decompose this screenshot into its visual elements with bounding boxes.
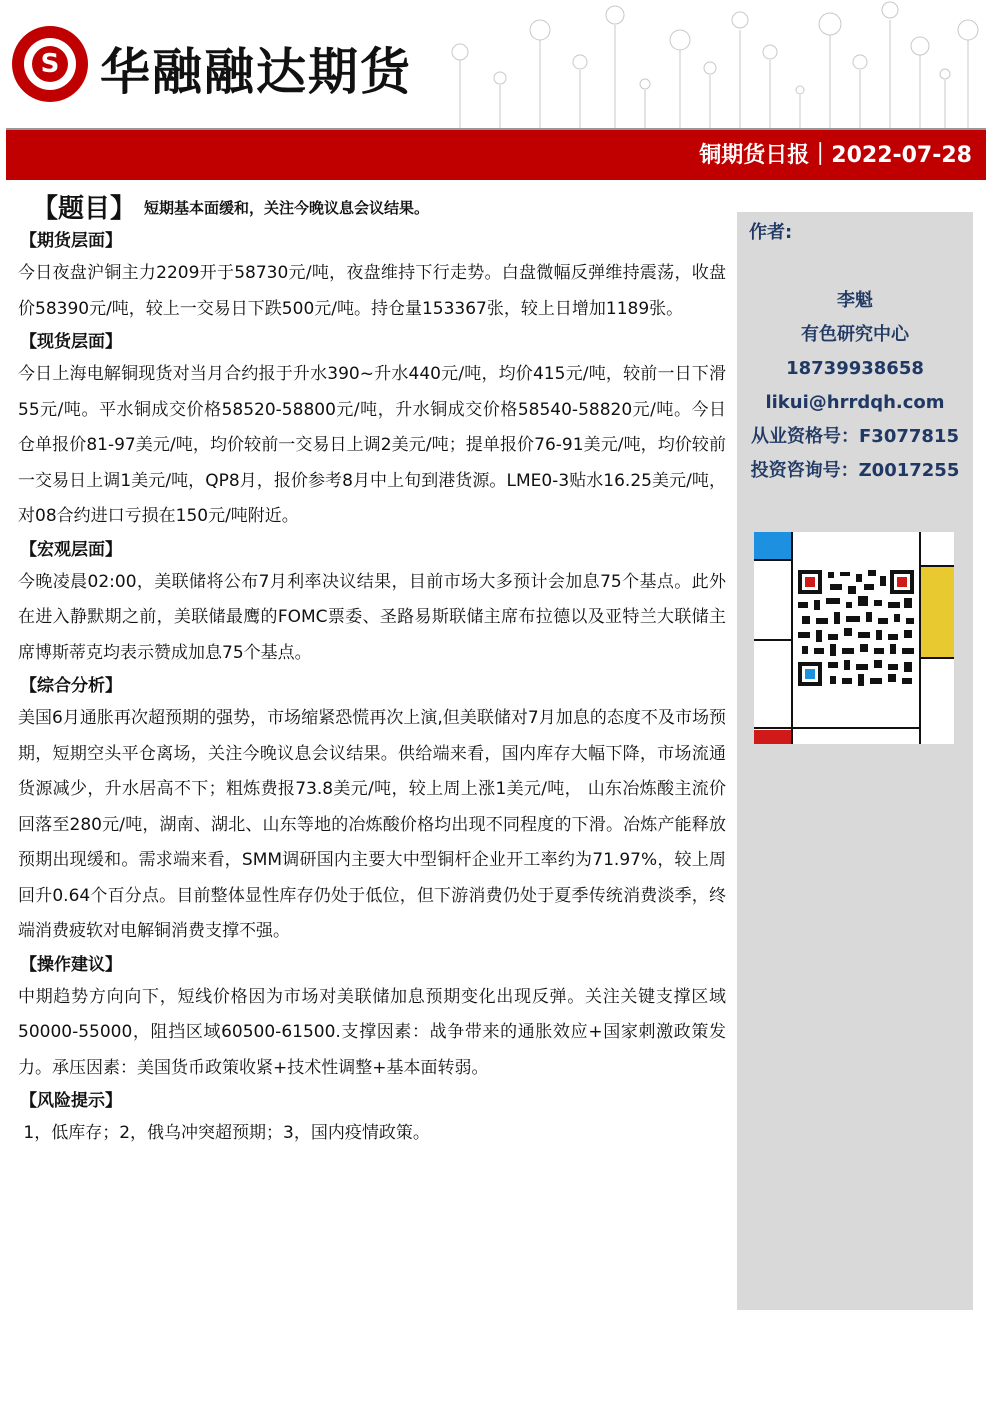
company-name: 华融融达期货 xyxy=(100,43,412,101)
section-title: 【期货层面】 xyxy=(20,231,122,251)
qr-code-icon xyxy=(754,532,954,744)
section-body: 今日夜盘沪铜主力2209开于58730元/吨，夜盘维持下行走势。白盘微幅反弹维持震荡，收盘价58390元/吨，较上一交易日下跌500元/吨。持仓量153367张，较上日增加1189张。 xyxy=(18,263,726,319)
license-number: 从业资格号：F3077815 xyxy=(751,426,959,447)
section-body: 1，低库存；2，俄乌冲突超预期；3，国内疫情政策。 xyxy=(18,1123,430,1143)
section-risk xyxy=(18,1086,726,1152)
section-spot xyxy=(18,327,726,535)
section-body: 今晚凌晨02:00，美联储将公布7月利率决议结果，目前市场大多预计会加息75个基点。此外在进入静默期之前，美联储最鹰的FOMC票委、圣路易斯联储主席布拉德以及亚特兰大联储主席博斯蒂克均表示赞成加息75个基点。 xyxy=(18,571,726,663)
section-analysis xyxy=(18,671,726,950)
logo-s-mark: S xyxy=(32,46,68,82)
section-advice xyxy=(18,950,726,1087)
author-name: 李魁 xyxy=(837,290,873,311)
headline-text: 短期基本面缓和，关注今晚议息会议结果。 xyxy=(144,199,430,217)
section-futures xyxy=(18,226,726,327)
section-title: 【综合分析】 xyxy=(20,676,122,696)
section-title: 【宏观层面】 xyxy=(20,539,122,560)
headline-label: 【题目】 xyxy=(32,193,137,224)
section-body: 美国6月通胀再次超预期的强势，市场缩紧恐慌再次上演,但美联储对7月加息的态度不及市场预期，短期空头平仓离场，关注今晚议息会议结果。供给端来看，国内库存大幅下降，市场流通货源减少，升水居高不下；粗炼费报73.8美元/吨，较上周上涨1美元/吨， 山东冶炼酸主流价回落至280元/吨，湖南、湖北、山东等地的冶炼酸价格均出现不同程度的下滑。冶炼产能释放预期出现缓和。需求端来看，SMM调研国内主要大中型铜杆企业开工率约为71.97%，较上周回升0.64个百分点。目前整体显性库存仍处于低位，但下游消费仍处于夏季传统消费淡季，终端消费疲软对电解铜消费支撑不强。 xyxy=(18,708,726,941)
report-title: 铜期货日报｜2022-07-28 xyxy=(699,143,972,168)
headline xyxy=(32,192,726,224)
section-title: 【现货层面】 xyxy=(20,332,122,352)
consult-number: 投资咨询号：Z0017255 xyxy=(750,460,960,481)
section-macro xyxy=(18,535,726,672)
author-label: 作者: xyxy=(749,222,793,243)
author-info xyxy=(737,284,973,488)
report-body xyxy=(18,192,726,1152)
author-dept: 有色研究中心 xyxy=(801,324,909,345)
author-sidebar xyxy=(737,212,973,1310)
author-email[interactable]: likui@hrrdqh.com xyxy=(765,392,945,413)
company-logo-icon xyxy=(12,26,88,102)
section-body: 今日上海电解铜现货对当月合约报于升水390~升水440元/吨，均价415元/吨，较前一日下滑55元/吨。平水铜成交价格58520-58800元/吨，升水铜成交价格58540-58820元/吨。今日仓单报价81-97美元/吨，均价较前一交易日上调2美元/吨；提单报价76-91美元/吨，均价较前一交易日上调1美元/吨，QP8月，报价参考8月中上旬到港货源。LME0-3贴水16.25美元/吨，对08合约进口亏损在150元/吨附近。 xyxy=(18,364,726,526)
report-title-bar xyxy=(6,128,986,180)
qr-code-panel xyxy=(754,532,954,744)
author-phone: 18739938658 xyxy=(786,358,924,379)
section-body: 中期趋势方向向下，短线价格因为市场对美联储加息预期变化出现反弹。关注关键支撑区域50000-55000，阻挡区域60500-61500.支撑因素：战争带来的通胀效应+国家刺激政策发力。承压因素：美国货币政策收紧+技术性调整+基本面转弱。 xyxy=(18,986,726,1078)
page-header xyxy=(0,0,992,130)
section-title: 【风险提示】 xyxy=(20,1091,122,1111)
decorative-lines-graphic xyxy=(440,0,980,128)
section-title: 【操作建议】 xyxy=(20,954,122,975)
